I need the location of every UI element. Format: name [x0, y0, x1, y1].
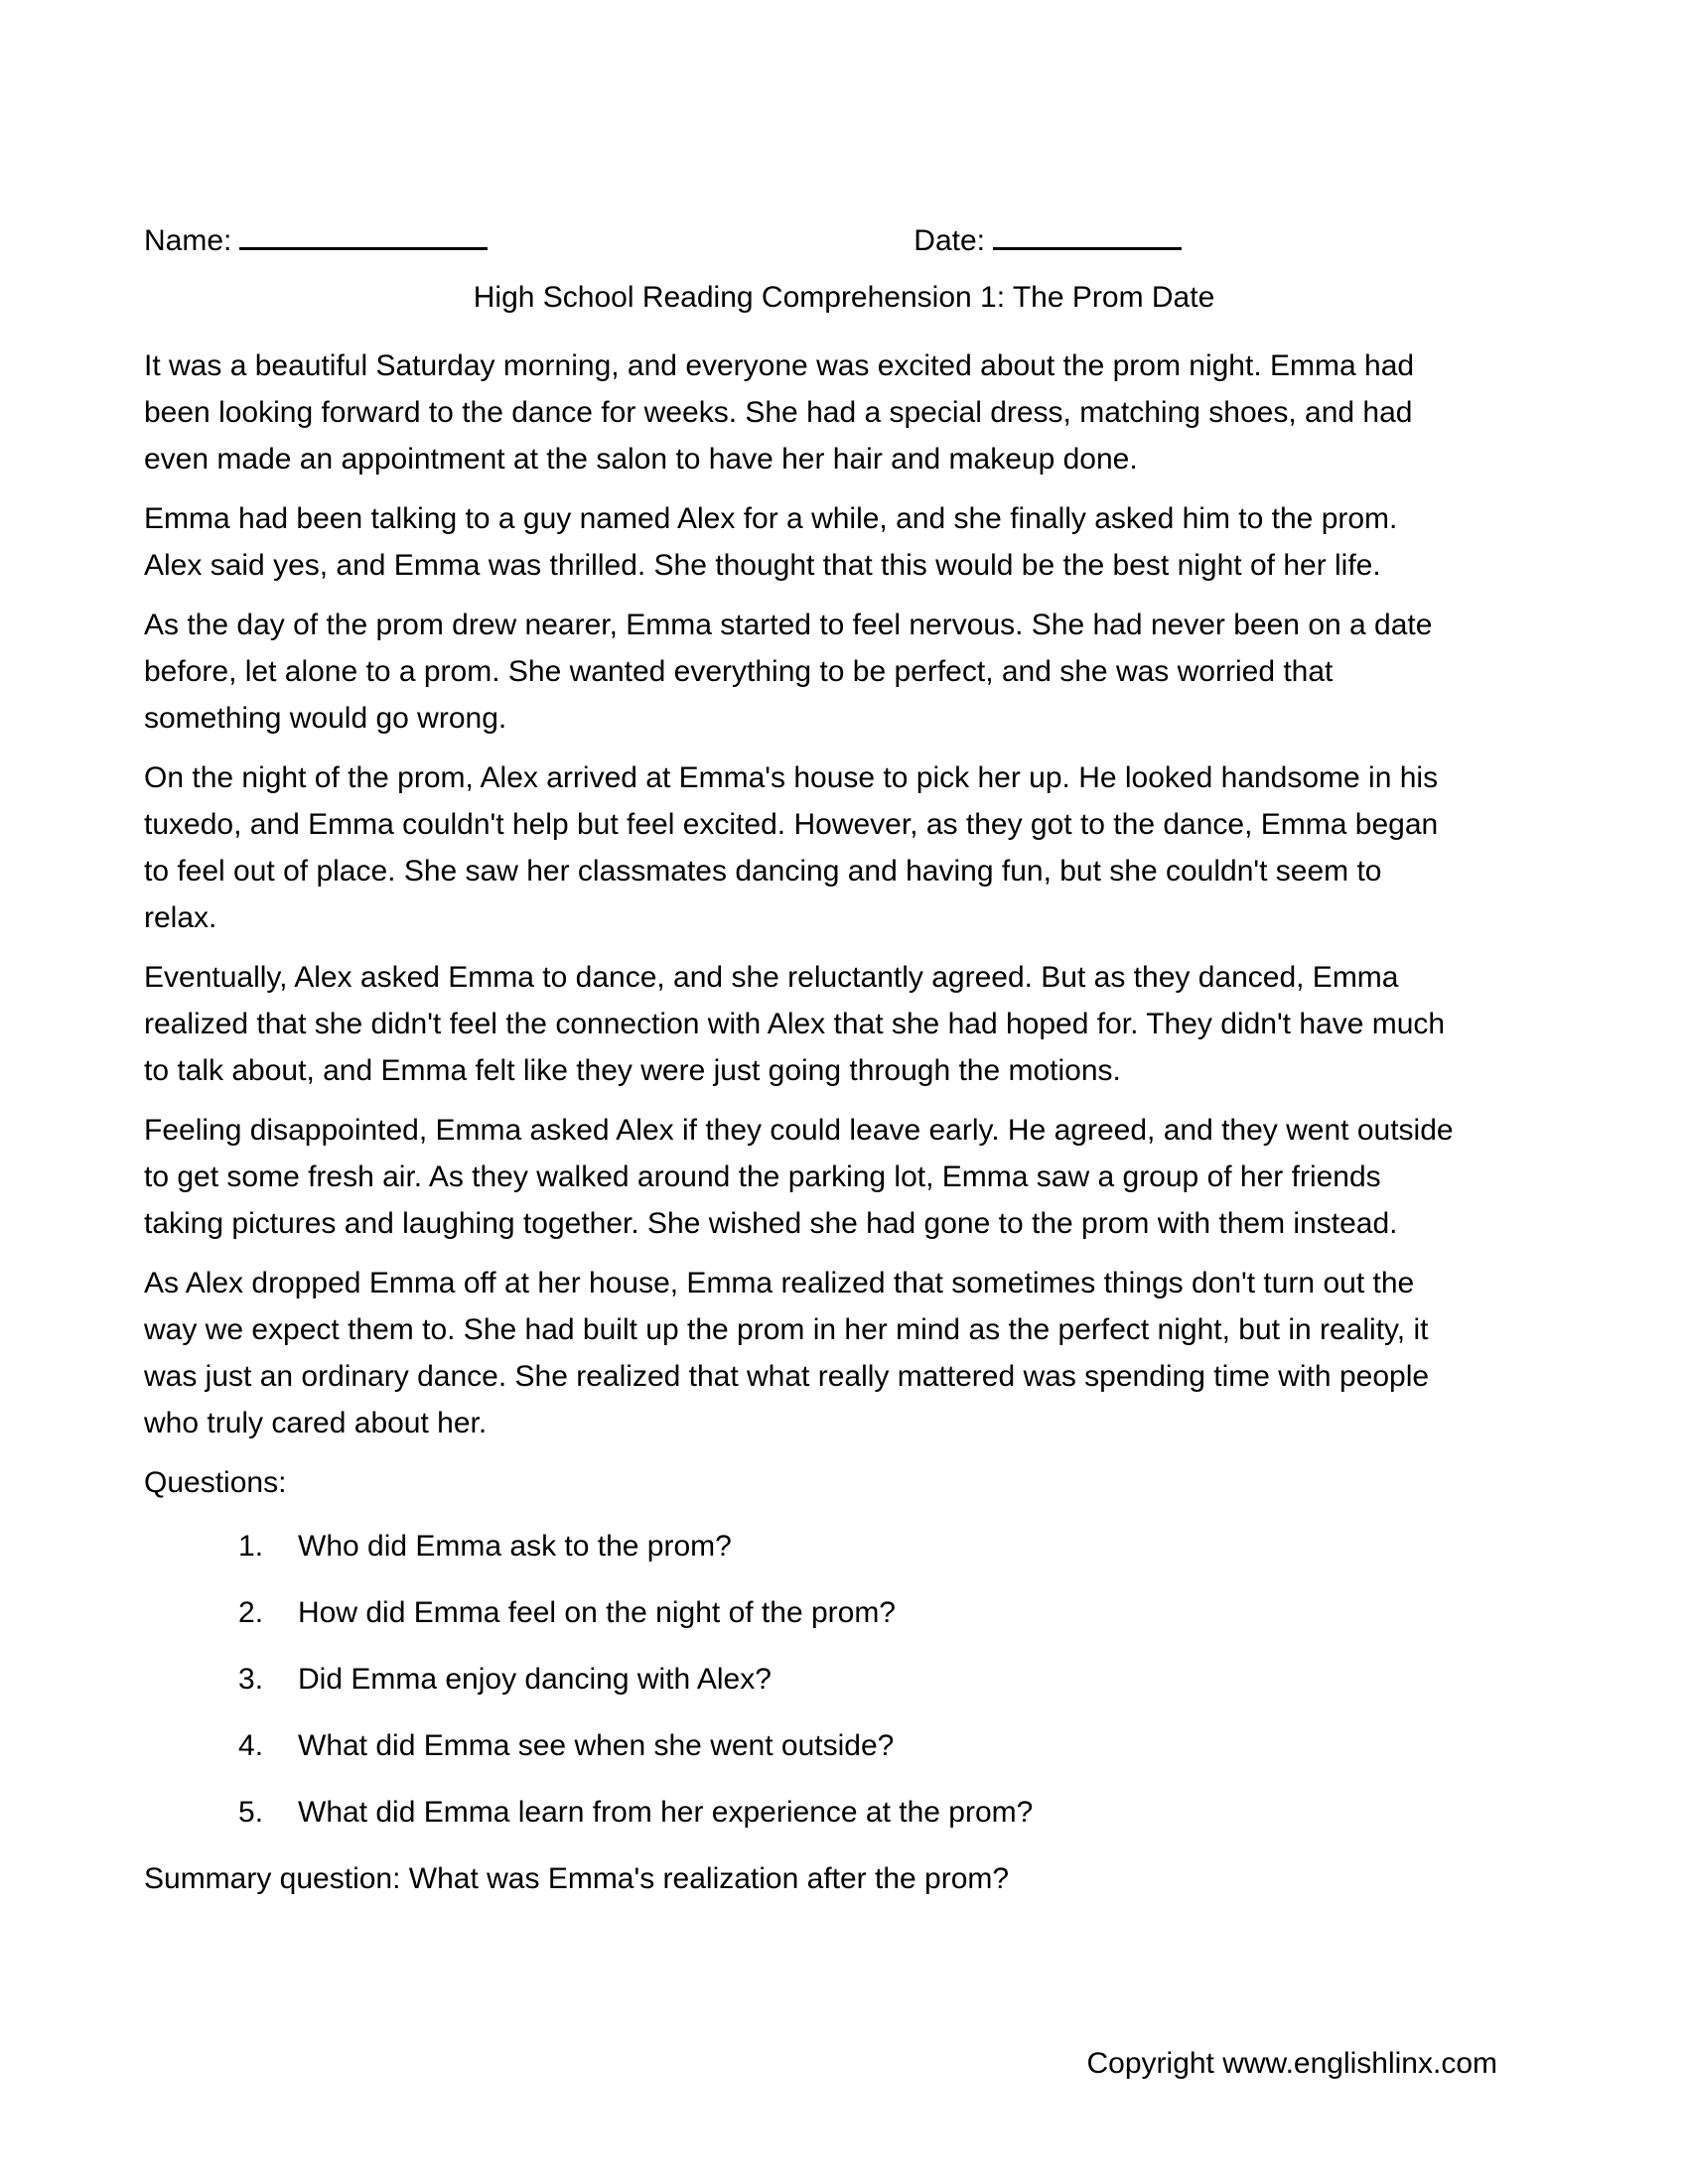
story-paragraph: As the day of the prom drew nearer, Emma started to feel nervous. She had never been on a date before, let alone to a prom. She wanted everything to be perfect, and she was worried that something would go wrong. — [144, 609, 1433, 735]
question-item: Who did Emma ask to the prom? — [298, 1530, 732, 1563]
question-item: Did Emma enjoy dancing with Alex? — [298, 1663, 772, 1696]
date-blank-line — [993, 213, 1182, 250]
date-label: Date: — [914, 224, 985, 257]
name-label: Name: — [144, 224, 232, 257]
question-item: What did Emma see when she went outside? — [298, 1729, 895, 1762]
question-item: How did Emma feel on the night of the prom? — [298, 1596, 896, 1629]
story-paragraph: Eventually, Alex asked Emma to dance, and she reluctantly agreed. But as they danced, Emma realized that she didn't feel the connection with Alex that she had hoped for. They didn't have much to talk about, and Emma felt like they were just going through the motions. — [144, 961, 1446, 1087]
summary-question: Summary question: What was Emma's realization after the prom? — [144, 1862, 1010, 1895]
name-field — [144, 213, 488, 264]
questions-list — [144, 1523, 1460, 1836]
story-paragraph: Emma had been talking to a guy named Alex for a while, and she finally asked him to the prom. Alex said yes, and Emma was thrilled. She thought that this would be the best night of her life. — [144, 502, 1398, 582]
story-paragraph: On the night of the prom, Alex arrived at Emma's house to pick her up. He looked handsome in his tuxedo, and Emma couldn't help but feel excited. However, as they got to the dance, Emma began to feel out of place. She saw her classmates dancing and having fun, but she couldn't seem to relax. — [144, 761, 1439, 934]
name-date-row — [144, 213, 1182, 264]
story-section — [144, 342, 1460, 1902]
name-blank-line — [239, 213, 488, 250]
worksheet-title: High School Reading Comprehension 1: The Prom Date — [473, 281, 1215, 314]
copyright-text: Copyright www.englishlinx.com — [1086, 2047, 1497, 2080]
question-item: What did Emma learn from her experience at the prom? — [298, 1796, 1034, 1829]
story-paragraph: As Alex dropped Emma off at her house, Emma realized that sometimes things don't turn out the way we expect them to. She had built up the prom in her mind as the perfect night, but in reality, it was just an ordinary dance. She realized that what really mattered was spending time with people who truly cared about her. — [144, 1267, 1430, 1439]
story-paragraph: Feeling disappointed, Emma asked Alex if they could leave early. He agreed, and they went outside to get some fresh air. As they walked around the parking lot, Emma saw a group of her friends taking pictures and laughing together. She wished she had gone to the prom with them instead. — [144, 1114, 1454, 1240]
date-field — [914, 213, 1182, 264]
story-paragraph: It was a beautiful Saturday morning, and everyone was excited about the prom night. Emma had been looking forward to the dance for weeks. She had a special dress, matching shoes, and had even made an appointment at the salon to have her hair and makeup done. — [144, 349, 1415, 476]
questions-heading: Questions: — [144, 1466, 287, 1499]
